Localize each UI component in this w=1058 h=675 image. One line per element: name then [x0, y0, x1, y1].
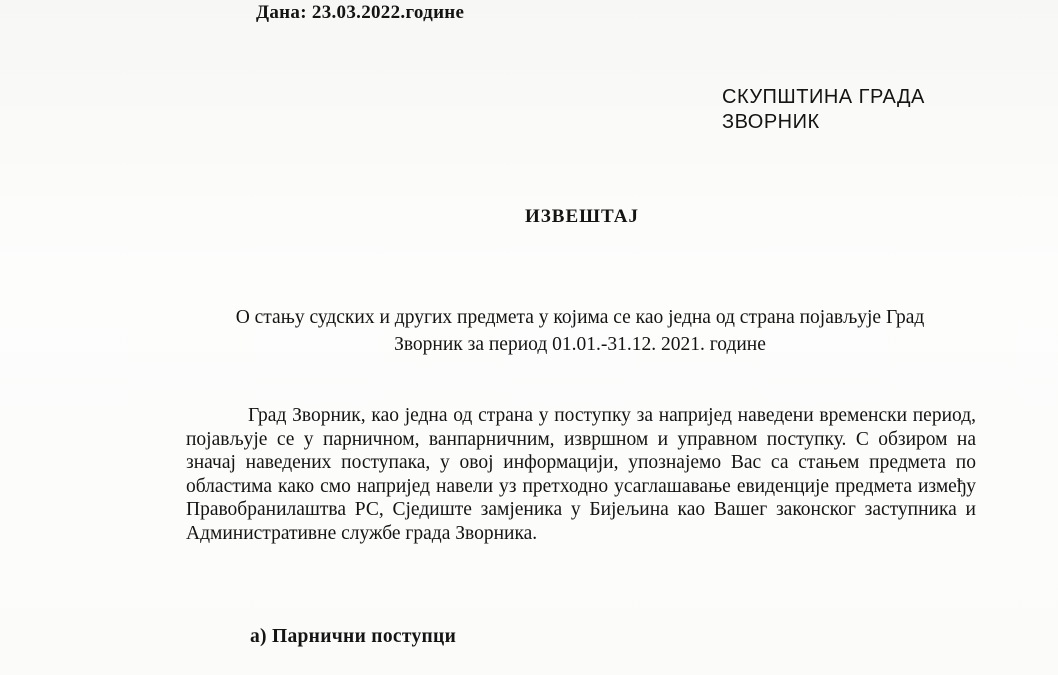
- subject-line-2: Зворник за период 01.01.-31.12. 2021. године: [394, 334, 766, 355]
- recipient-line-1: СКУПШТИНА ГРАДА: [722, 86, 925, 108]
- section-heading-a: а) Парнични поступци: [250, 626, 457, 647]
- body-paragraph: Град Зворник, као једна од страна у поступку за напријед наведени временски период, појављује се у парничном, ванпарничним, извршном и управном поступку. С обзиром на значај наведених поступака, у овој информацији, упознајемо Вас са стањем предмета по областима како смо напријед навели уз претходно усаглашавање евиденције предмета између Правобранилаштва РС, Сједиште замјеника у Бијељина као Вашег законског заступника и Административне службе града Зворника.: [186, 405, 976, 544]
- subject-line-1: О стању судских и других предмета у којима се као једна од страна појављује Град: [235, 307, 925, 328]
- date-line: Дана: 23.03.2022.године: [256, 2, 465, 23]
- recipient-block: [722, 85, 925, 135]
- document-subject: [180, 304, 980, 358]
- recipient-line-2: ЗВОРНИК: [722, 111, 820, 133]
- document-title: ИЗВЕШТАЈ: [525, 206, 639, 227]
